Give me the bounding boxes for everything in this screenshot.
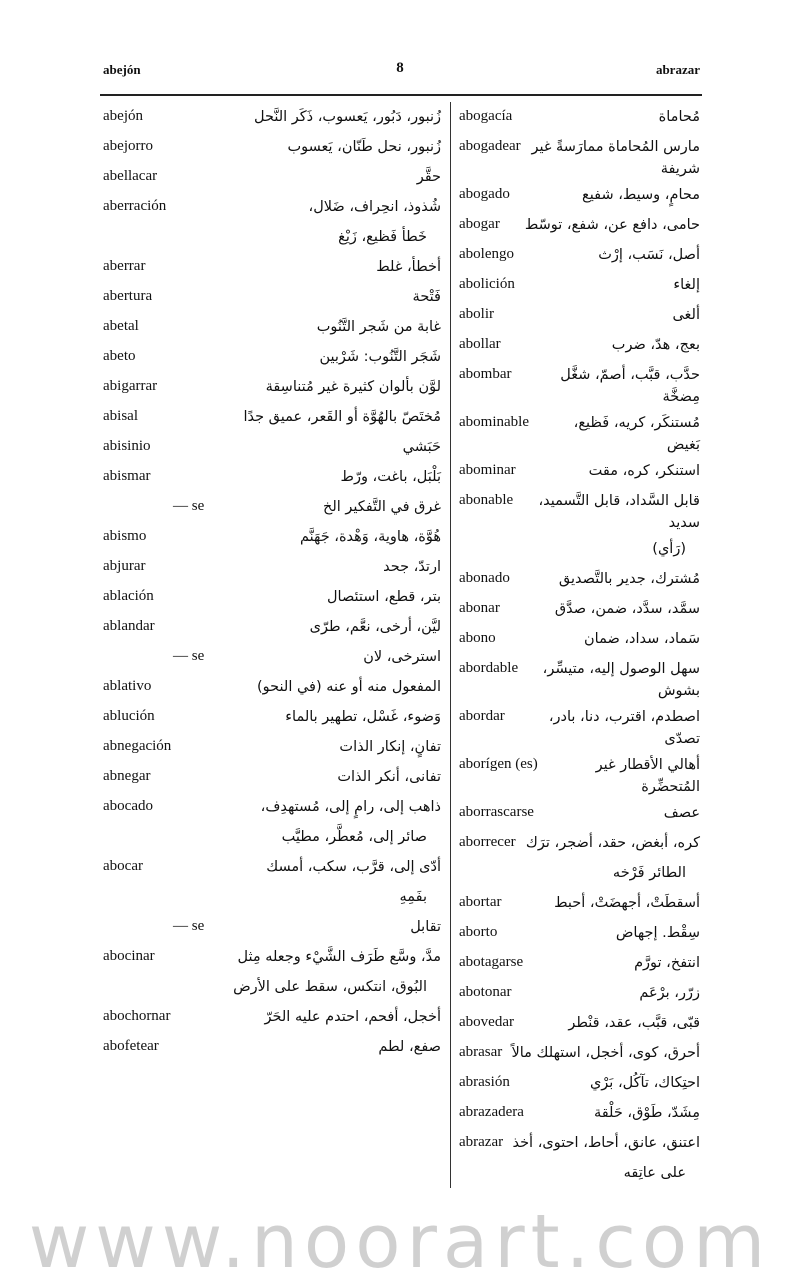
dictionary-entry [103, 912, 441, 942]
dictionary-entry [459, 750, 700, 798]
spanish-headword: aborrascarse [459, 804, 534, 820]
arabic-definition: مِشَدّ، طَوْق، حَلْقة [593, 1105, 700, 1121]
arabic-definition-continuation: الطائر فَرْخه [612, 865, 686, 881]
dictionary-entry [103, 582, 441, 612]
dictionary-entry [459, 624, 700, 654]
left-column [100, 102, 450, 1188]
arabic-definition: حدَّب، قبَّب، أصمّ، شغَّل مِضخَّة [560, 367, 700, 405]
dictionary-entry [459, 858, 700, 888]
dictionary-entry [103, 222, 441, 252]
dictionary-entry [103, 432, 441, 462]
spanish-headword: abonado [459, 570, 510, 586]
spanish-headword: abrasión [459, 1074, 510, 1090]
arabic-definition: بعج، هدّ، ضرب [611, 337, 700, 353]
spanish-headword: aberrar [103, 258, 146, 274]
spanish-headword: abocinar [103, 948, 155, 964]
dictionary-entry [103, 372, 441, 402]
dictionary-entry [459, 1098, 700, 1128]
dictionary-columns [100, 96, 702, 1188]
dictionary-entry [459, 594, 700, 624]
dictionary-entry [459, 210, 700, 240]
dictionary-entry [103, 972, 441, 1002]
arabic-definition: أخطأ، غلط [376, 259, 441, 275]
arabic-definition: أصل، نَسَب، إرْث [598, 247, 700, 263]
arabic-definition: سِقْط. إجهاض [615, 925, 700, 941]
spanish-headword: aborto [459, 924, 498, 940]
arabic-definition: استنكر، كره، مقت [588, 463, 700, 479]
dictionary-entry [103, 192, 441, 222]
dictionary-entry [459, 978, 700, 1008]
arabic-definition-continuation: بفَمِهِ [399, 889, 427, 905]
dictionary-entry [459, 828, 700, 858]
dictionary-entry [103, 162, 441, 192]
spanish-headword: abordable [459, 660, 519, 676]
arabic-definition: زرّر، برْعَم [639, 985, 700, 1001]
dictionary-entry [103, 852, 441, 882]
arabic-definition: شُذوذ، انحِراف، ضَلال، [308, 199, 441, 215]
spanish-headword: abonable [459, 492, 514, 508]
spanish-headword: abogado [459, 186, 510, 202]
dictionary-entry [459, 888, 700, 918]
spanish-headword: abofetear [103, 1038, 159, 1054]
dictionary-entry [103, 702, 441, 732]
dictionary-entry [459, 654, 700, 702]
spanish-headword: abeto [103, 348, 136, 364]
spanish-headword: abellacar [103, 168, 158, 184]
arabic-definition: اصطدم، اقترب، دنا، بادر، تصدّى [548, 709, 700, 747]
dictionary-entry [459, 270, 700, 300]
dictionary-entry [103, 552, 441, 582]
spanish-headword: abertura [103, 288, 153, 304]
spanish-headword: abrasar [459, 1044, 503, 1060]
spanish-headword: abordar [459, 708, 505, 724]
dictionary-entry [103, 102, 441, 132]
dictionary-entry [459, 948, 700, 978]
dictionary-entry [103, 822, 441, 852]
arabic-definition-continuation: على عاتِقه [623, 1165, 686, 1181]
arabic-definition: محامٍ، وسيط، شفيع [582, 187, 700, 203]
arabic-definition: كره، أبغض، حقد، أضجر، ترَك [525, 835, 700, 851]
arabic-definition: أهالي الأقطار غير المُتحضِّرة [595, 757, 700, 795]
dictionary-entry [459, 330, 700, 360]
arabic-definition: أحرق، كوى، أخجل، استهلك مالاً [511, 1045, 700, 1061]
spanish-headword: abocar [103, 858, 143, 874]
arabic-definition: غرق في التَّفكير الخ [322, 499, 441, 515]
spanish-headword: abismar [103, 468, 151, 484]
dictionary-entry [459, 456, 700, 486]
arabic-definition: إلغاء [673, 277, 700, 293]
spanish-headword: abejorro [103, 138, 153, 154]
arabic-definition: ألغى [672, 307, 700, 323]
dictionary-entry [103, 1002, 441, 1032]
dictionary-entry [459, 180, 700, 210]
arabic-definition: مارس المُحاماة ممارَسةً غير شريفة [531, 139, 700, 177]
spanish-headword: abortar [459, 894, 502, 910]
arabic-definition: أدّى إلى، قرَّب، سكب، أمسك [266, 859, 441, 875]
spanish-headword: ablativo [103, 678, 152, 694]
spanish-headword: abismo [103, 528, 147, 544]
dictionary-entry [459, 486, 700, 534]
arabic-definition: قبّى، قبَّب، عقد، قنْطر [568, 1015, 700, 1031]
dictionary-entry [103, 342, 441, 372]
dictionary-entry [459, 564, 700, 594]
spanish-headword: abrazadera [459, 1104, 524, 1120]
dictionary-entry [459, 702, 700, 750]
spanish-headword: ablución [103, 708, 155, 724]
reflexive-subentry: — se [173, 498, 205, 514]
arabic-definition-continuation: صائر إلى، مُعطَّر، مطيَّب [281, 829, 427, 845]
spanish-headword: aborrecer [459, 834, 516, 850]
arabic-definition: غابة من شَجر التَّنُوب [316, 319, 441, 335]
spanish-headword: abogar [459, 216, 500, 232]
dictionary-entry [103, 132, 441, 162]
arabic-definition: سَماد، سداد، ضمان [584, 631, 700, 647]
spanish-headword: abogadear [459, 138, 521, 154]
arabic-definition: هُوَّة، هاوية، وَهْدة، جَهَنَّم [299, 529, 441, 545]
dictionary-entry [103, 282, 441, 312]
arabic-definition: عصف [663, 805, 700, 821]
right-column [450, 102, 702, 1188]
arabic-definition: مدَّ، وسَّع طَرَف الشَّيْء وجعله مِثل [237, 949, 441, 965]
arabic-definition: حقَّر [416, 169, 441, 185]
arabic-definition: أسقطَتْ، أجهضَتْ، أحبط [554, 895, 700, 911]
dictionary-entry [459, 1068, 700, 1098]
dictionary-entry [103, 762, 441, 792]
arabic-definition-continuation: خَطأ فَظيع، زَيْغ [338, 229, 427, 245]
spanish-headword: abisal [103, 408, 138, 424]
dictionary-entry [459, 1128, 700, 1158]
arabic-definition: ارتدّ، جحد [383, 559, 441, 575]
arabic-definition: سمَّد، سدَّد، ضمن، صدَّق [554, 601, 700, 617]
arabic-definition: ذاهب إلى، رامٍ إلى، مُستهدِف، [260, 799, 441, 815]
arabic-definition: زُنبور، نحل طَنّان، يَعسوب [287, 139, 441, 155]
spanish-headword: abominable [459, 414, 529, 430]
spanish-headword: abolir [459, 306, 494, 322]
arabic-definition: تفانٍ، إنكار الذات [339, 739, 441, 755]
dictionary-entry [103, 522, 441, 552]
spanish-headword: aborígen (es) [459, 756, 538, 772]
dictionary-entry [103, 402, 441, 432]
dictionary-entry [103, 492, 441, 522]
dictionary-entry [459, 300, 700, 330]
spanish-headword: abombar [459, 366, 512, 382]
arabic-definition-continuation: البُوق، انتكس، سقط على الأرض [233, 979, 427, 995]
arabic-definition: صفع، لطم [378, 1039, 441, 1055]
spanish-headword: abono [459, 630, 496, 646]
spanish-headword: abochornar [103, 1008, 171, 1024]
spanish-headword: abjurar [103, 558, 146, 574]
dictionary-entry [459, 1158, 700, 1188]
arabic-definition: مُحاماة [658, 109, 700, 125]
dictionary-entry [459, 408, 700, 456]
arabic-definition: أخجل، أفحم، احتدم عليه الحَرّ [264, 1009, 441, 1025]
dictionary-entry [103, 642, 441, 672]
arabic-definition: بَلْبَل، باغت، ورّط [340, 469, 441, 485]
dictionary-entry [103, 312, 441, 342]
page-header [0, 0, 800, 96]
spanish-headword: ablandar [103, 618, 155, 634]
arabic-definition: احتِكاك، تآكُل، بَرْي [589, 1075, 700, 1091]
arabic-definition: مُستنكَر، كريه، فَظيع، بَغيض [573, 415, 700, 453]
guide-word-right: abrazar [655, 62, 700, 77]
spanish-headword: abotagarse [459, 954, 524, 970]
dictionary-entry [459, 798, 700, 828]
arabic-definition: زُنبور، دَبُور، يَعسوب، ذَكَر النَّحل [254, 109, 441, 125]
reflexive-subentry: — se [173, 918, 205, 934]
spanish-headword: abonar [459, 600, 500, 616]
spanish-headword: abolengo [459, 246, 514, 262]
dictionary-entry [459, 132, 700, 180]
dictionary-entry [103, 612, 441, 642]
dictionary-entry [103, 882, 441, 912]
spanish-headword: abetal [103, 318, 139, 334]
spanish-headword: ablación [103, 588, 154, 604]
spanish-headword: abnegar [103, 768, 151, 784]
arabic-definition: المفعول منه أو عنه (في النحو) [257, 679, 441, 695]
watermark: www.noorart.com [28, 1199, 772, 1285]
page-number: 8 [396, 60, 404, 76]
arabic-definition: شَجَر التَّنُوب: شَرْبين [319, 349, 441, 365]
dictionary-entry [459, 534, 700, 564]
dictionary-entry [459, 918, 700, 948]
spanish-headword: abominar [459, 462, 516, 478]
guide-word-left: abejón [103, 62, 141, 77]
dictionary-entry [103, 732, 441, 762]
arabic-definition: استرخى، لان [363, 649, 441, 665]
arabic-definition: تقابل [410, 919, 441, 935]
arabic-definition: وَضوء، غَسْل، تطهير بالماء [285, 709, 441, 725]
dictionary-entry [459, 360, 700, 408]
dictionary-entry [103, 1032, 441, 1062]
dictionary-entry [459, 240, 700, 270]
arabic-definition: لوَّن بألوان كثيرة غير مُتناسِقة [265, 379, 441, 395]
spanish-headword: abrazar [459, 1134, 504, 1150]
spanish-headword: abollar [459, 336, 501, 352]
reflexive-subentry: — se [173, 648, 205, 664]
dictionary-entry [103, 792, 441, 822]
arabic-definition-continuation: (رَأي) [652, 541, 686, 557]
spanish-headword: abisinio [103, 438, 151, 454]
arabic-definition: فَتْحة [412, 289, 441, 305]
spanish-headword: abnegación [103, 738, 172, 754]
arabic-definition: انتفخ، تورَّم [634, 955, 700, 971]
spanish-headword: abocado [103, 798, 153, 814]
header-rule [100, 94, 702, 96]
dictionary-entry [103, 462, 441, 492]
spanish-headword: aberración [103, 198, 167, 214]
dictionary-entry [459, 1008, 700, 1038]
dictionary-entry [459, 1038, 700, 1068]
dictionary-entry [103, 672, 441, 702]
arabic-definition: قابل السَّداد، قابل التَّسميد، سديد [538, 493, 700, 531]
spanish-headword: abotonar [459, 984, 512, 1000]
arabic-definition: حامى، دافع عن، شفع، توسّط [524, 217, 700, 233]
spanish-headword: abolición [459, 276, 515, 292]
spanish-headword: abejón [103, 108, 143, 124]
arabic-definition: حَبَشي [402, 439, 441, 455]
arabic-definition: بتر، قطع، استئصال [327, 589, 441, 605]
arabic-definition: مُشترك، جدير بالتَّصديق [558, 571, 700, 587]
arabic-definition: اعتنق، عانق، أحاط، احتوى، أخذ [512, 1135, 700, 1151]
arabic-definition: تفانى، أنكر الذات [337, 769, 441, 785]
arabic-definition: سهل الوصول إليه، متيسِّر، بشوش [542, 661, 700, 699]
dictionary-entry [103, 942, 441, 972]
arabic-definition: ليَّن، أرخى، نعَّم، طرّى [309, 619, 441, 635]
dictionary-entry [459, 102, 700, 132]
arabic-definition: مُختَصّ بالهُوَّة أو القَعر، عميق جدًا [243, 409, 441, 425]
spanish-headword: abovedar [459, 1014, 514, 1030]
spanish-headword: abogacía [459, 108, 513, 124]
spanish-headword: abigarrar [103, 378, 158, 394]
dictionary-entry [103, 252, 441, 282]
